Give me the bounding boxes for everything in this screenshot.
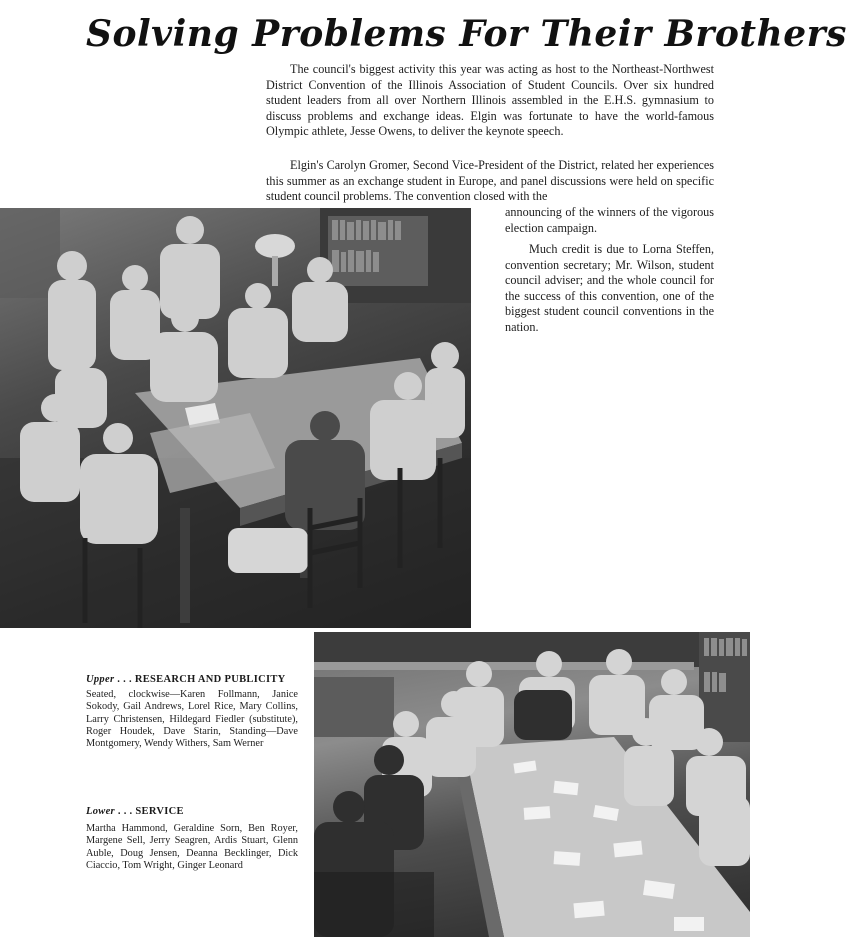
article-paragraph-2: Elgin's Carolyn Gromer, Second Vice-President of the District, related her experiences this summer as an exchange student in Europe, and panel discussions were held on specific student council problems. The convention closed with the bbox=[266, 158, 714, 204]
upper-caption-lead: Upper bbox=[86, 674, 115, 685]
upper-caption-separator: . . . bbox=[114, 674, 135, 685]
lower-caption-lead: Lower bbox=[86, 806, 115, 817]
lower-caption-names: Martha Hammond, Geraldine Sorn, Ben Royer, Margene Sell, Jerry Seagren, Ardis Stuart, Glenn Auble, Doug Jensen, Deanna Becklinger, Dick Ciaccio, Tom Wright, Ginger Leonard bbox=[86, 823, 298, 871]
article-paragraph-3: Much credit is due to Lorna Steffen, convention secretary; Mr. Wilson, student council adviser; and the whole council for the success of this convention, one of the biggest student council conventions in the nation. bbox=[505, 242, 714, 334]
lower-caption-title: SERVICE bbox=[135, 806, 184, 817]
article-paragraph-2-continued: announcing of the winners of the vigorous election campaign. bbox=[505, 205, 714, 235]
upper-caption-heading bbox=[86, 674, 286, 685]
page-title: Solving Problems For Their Brothers bbox=[86, 13, 847, 55]
article-paragraph-1: The council's biggest activity this year was acting as host to the Northeast-Northwest District Convention of the Illinois Association of Student Councils. Over six hundred student leaders from all over Northern Illinois assembled in the E.H.S. gymnasium to discuss problems and exchange ideas. Elgin was fortunate to have the world-famous Olympic athlete, Jesse Owens, to deliver the keynote speech. bbox=[266, 62, 714, 139]
upper-photo-illustration bbox=[0, 208, 471, 628]
lower-photo-illustration bbox=[314, 632, 750, 937]
lower-caption-heading bbox=[86, 806, 184, 817]
lower-caption-separator: . . . bbox=[114, 806, 136, 817]
upper-caption-names: Seated, clockwise—Karen Follmann, Janice Sokody, Gail Andrews, Lorel Rice, Mary Collins, Larry Christensen, Hildegard Fiedler (substitute), Roger Houdek, Dave Starin, Standing—Dave Montgomery, Wendy Withers, Sam Werner bbox=[86, 689, 298, 750]
upper-photo-research-and-publicity bbox=[0, 208, 471, 628]
upper-caption-title: RESEARCH AND PUBLICITY bbox=[134, 674, 286, 685]
lower-photo-service bbox=[314, 632, 750, 937]
